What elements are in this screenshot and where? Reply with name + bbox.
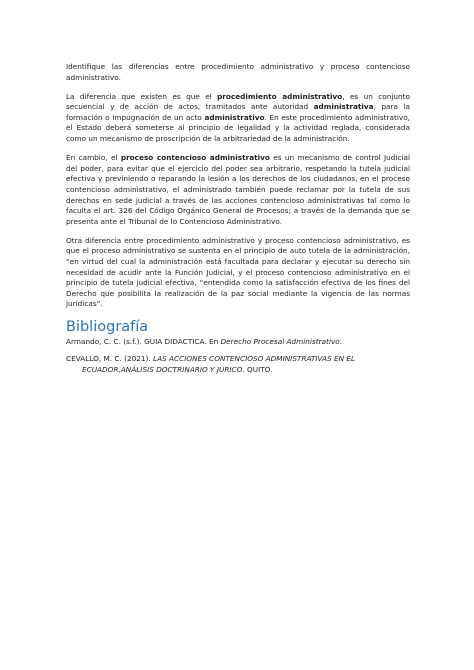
bib-title: Derecho Procesal Administrativo <box>220 337 340 347</box>
bold-term: proceso contencioso administrativo <box>120 153 270 163</box>
text-run: . En este procedimiento administrativo, el Estado deberá someterse al principio de legalidad y la actividad reglada, considerada como un mecanismo de proscripción de la arbitrariedad de la administración. <box>66 112 410 144</box>
text-run: es un mecanismo de control Judicial del poder, para evitar que el ejercicio del poder sea arbitrario, respetando la tutela judicial efectiva y previniendo o reparando la lesión a los derechos de los ciudadanos, en el proceso contencioso administrativo, el administrado también puede reclamar por la tutela de sus derechos en sede judicial a través de las acciones contencioso administrativas tal como lo faculta el art. 326 del Código Orgánico General de Procesos; a través de la demanda que se presenta ante el Tribunal de lo Contencioso Administrativo. <box>66 153 411 226</box>
bib-title: LAS ACCIONES CONTENCIOSO ADMINISTRATIVAS EN EL ECUADOR,ANÁLISIS DOCTRINARIO Y JURICO <box>82 354 356 374</box>
diferencia-paragraph: Otra diferencia entre procedimiento administrativo y proceso contencioso administrativo, es que el proceso administrativo se sustenta en el principio de auto tutela de la administración, “en virtud del cual la administración está facultada para declarar y ejecutar su derecho sin necesidad de acudir ante la Función Judicial, y el proceso contencioso administrativo en el principio de tutela judicial efectiva, “entendida como la satisfacción efectiva de los fines del Derecho que posibilita la realización de la paz social mediante la vigencia de las normas jurídicas”. <box>66 235 410 309</box>
bib-text: CEVALLO, M. C. (2021). <box>66 354 154 364</box>
procedimiento-paragraph <box>66 92 410 145</box>
bold-term: administrativa <box>313 102 374 112</box>
bibliography-entry <box>66 354 410 375</box>
text-run: , es un conjunto secuencial y de acción de actos, tramitados ante autoridad <box>66 91 410 112</box>
bib-text: . QUITO. <box>242 364 273 374</box>
bold-term: procedimiento administrativo <box>217 91 343 101</box>
document-body <box>66 62 410 381</box>
text-run: La diferencia que existen es que el <box>66 91 218 101</box>
bib-text: . <box>339 337 343 347</box>
bold-term: administrativo <box>204 112 265 122</box>
bib-text: Armando, C. C. (s.f.). GUIA DIDACTICA. En <box>66 337 221 347</box>
bibliography-heading: Bibliografía <box>66 319 149 336</box>
bibliography-entry <box>66 337 410 348</box>
text-run: , para la formación o impugnación de un acto <box>66 102 410 122</box>
text-run: En cambio, el <box>66 153 121 163</box>
question-paragraph: Identifique las diferencias entre procedimiento administrativo y proceso contencioso administrativo. <box>66 62 410 82</box>
proceso-paragraph <box>66 153 410 227</box>
